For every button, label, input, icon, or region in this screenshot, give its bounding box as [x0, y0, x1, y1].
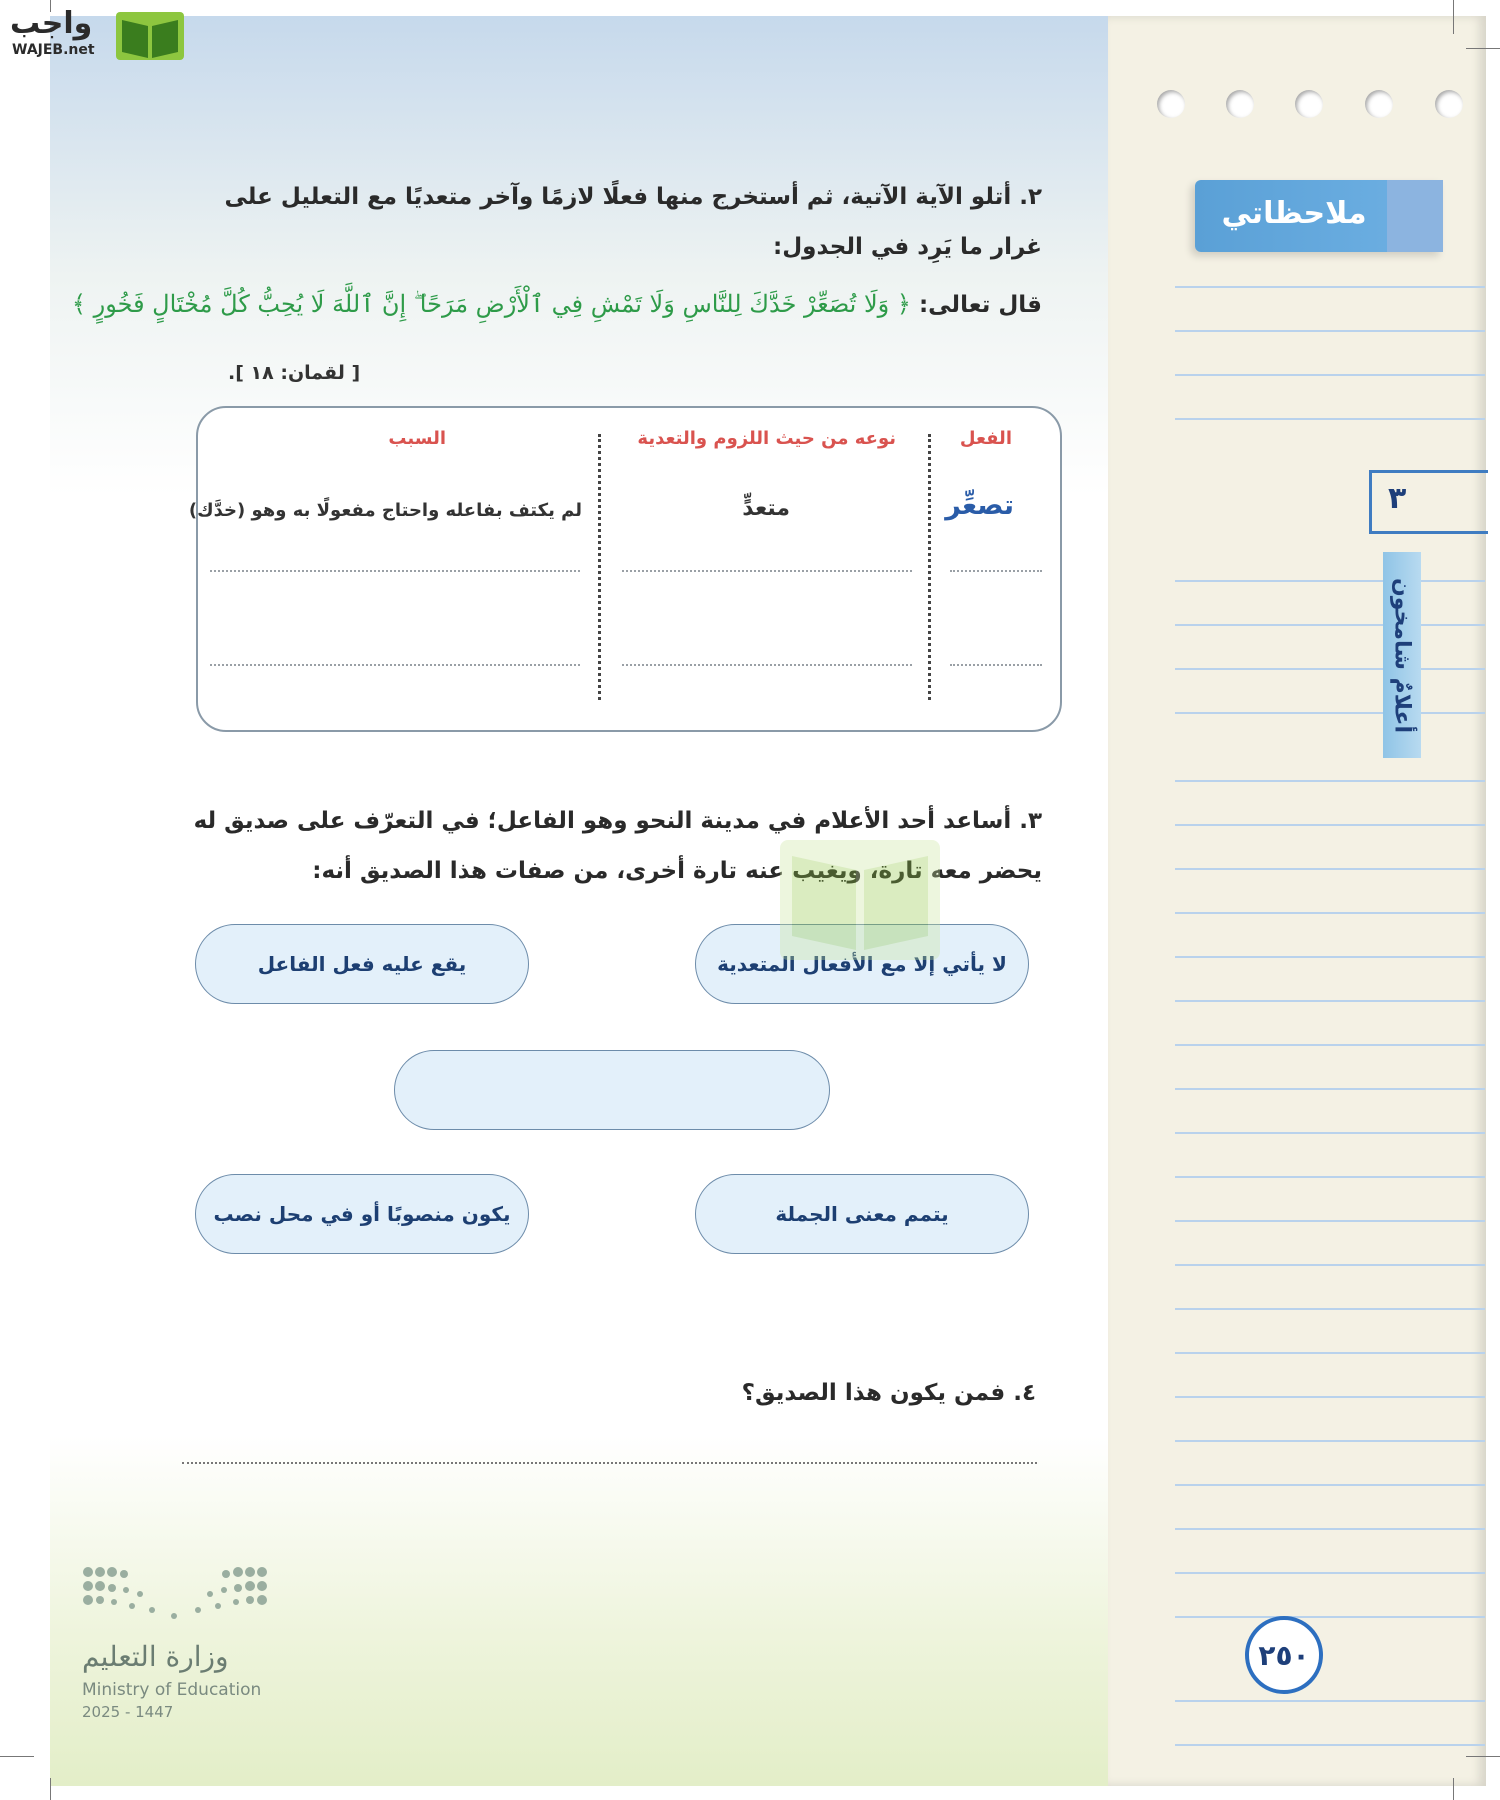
- notes-title: ملاحظاتي: [1221, 196, 1367, 231]
- q2-line2: غرار ما يَرِد في الجدول:: [773, 234, 1042, 260]
- page-main-area: [50, 16, 1108, 1786]
- row1-reason: لم يكتف بفاعله واحتاج مفعولًا به وهو (خدَّك): [188, 500, 582, 521]
- q3-line2: يحضر معه تارة، ويغيب عنه تارة أخرى، من صفات هذا الصديق أنه:: [312, 858, 1042, 884]
- verbs-table: [196, 406, 1062, 732]
- wajeb-logo: [10, 4, 190, 64]
- column-divider: [928, 434, 931, 700]
- verse-reference: [ لقمان: ١٨ ].: [228, 362, 361, 384]
- q4-question: ٤. فمن يكون هذا الصديق؟: [741, 1380, 1036, 1406]
- crop-mark: [1453, 1778, 1454, 1800]
- unit-title: أعلامٌ شامخون: [1389, 577, 1415, 733]
- ministry-logo-dots: [82, 1566, 268, 1630]
- binder-ring: [1295, 90, 1323, 118]
- answer-blank-reason[interactable]: [210, 570, 580, 572]
- header-verb: الفعل: [959, 428, 1012, 449]
- trait-oval: يتمم معنى الجملة: [695, 1174, 1029, 1254]
- answer-blank-verb[interactable]: [950, 664, 1042, 666]
- trait-oval: يكون منصوبًا أو في محل نصب: [195, 1174, 529, 1254]
- ministry-year: 2025 - 1447: [82, 1703, 174, 1721]
- ministry-name-en: Ministry of Education: [82, 1680, 262, 1700]
- crop-mark: [50, 1778, 51, 1800]
- unit-number: ٣: [1388, 481, 1407, 516]
- ministry-name-ar: وزارة التعليم: [82, 1640, 229, 1673]
- header-type: نوعه من حيث اللزوم والتعدية: [637, 428, 896, 449]
- trait-oval: يقع عليه فعل الفاعل: [195, 924, 529, 1004]
- q4-answer-line[interactable]: [182, 1462, 1037, 1464]
- row1-type: متعدٍّ: [742, 496, 790, 521]
- binder-ring: [1157, 90, 1185, 118]
- page-number: ٢٥٠: [1245, 1616, 1323, 1694]
- wajeb-logo-text: واجب: [10, 6, 93, 41]
- q3-line1: ٣. أساعد أحد الأعلام في مدينة النحو وهو الفاعل؛ في التعرّف على صديق له: [193, 808, 1042, 834]
- q2-line1: ٢. أتلو الآية الآتية، ثم أستخرج منها فعلًا لازمًا وآخر متعديًا مع التعليل على: [224, 184, 1042, 210]
- trait-oval: لا يأتي إلا مع الأفعال المتعدية: [695, 924, 1029, 1004]
- verse-text: ﴿ وَلَا تُصَعِّرْ خَدَّكَ لِلنَّاسِ وَلَا تَمْشِ فِي ٱلْأَرْضِ مَرَحًا ۖ إِنَّ ٱللَّهَ لَا يُحِبُّ كُلَّ مُخْتَالٍ فَخُورٍ ﴾: [71, 290, 911, 318]
- answer-blank-type[interactable]: [622, 570, 912, 572]
- binder-ring: [1365, 90, 1393, 118]
- crop-mark: [1453, 0, 1454, 34]
- notes-tab: [1195, 180, 1443, 252]
- answer-blank-type[interactable]: [622, 664, 912, 666]
- row1-verb: تصعِّر: [945, 490, 1014, 521]
- wajeb-logo-domain: WAJEB.net: [12, 42, 95, 58]
- crop-mark: [1466, 48, 1500, 49]
- answer-blank-reason[interactable]: [210, 664, 580, 666]
- unit-title-ribbon: [1383, 552, 1421, 758]
- header-reason: السبب: [388, 428, 446, 449]
- crop-mark: [0, 1756, 34, 1757]
- column-divider: [598, 434, 601, 700]
- trait-oval-blank[interactable]: [394, 1050, 830, 1130]
- quran-verse: [72, 290, 1042, 318]
- notes-sidebar: [1108, 16, 1486, 1786]
- answer-blank-verb[interactable]: [950, 570, 1042, 572]
- verse-lead: قال تعالى:: [918, 292, 1042, 318]
- binder-ring: [1226, 90, 1254, 118]
- binder-ring: [1435, 90, 1463, 118]
- crop-mark: [1466, 1756, 1500, 1757]
- unit-number-box: [1369, 470, 1488, 534]
